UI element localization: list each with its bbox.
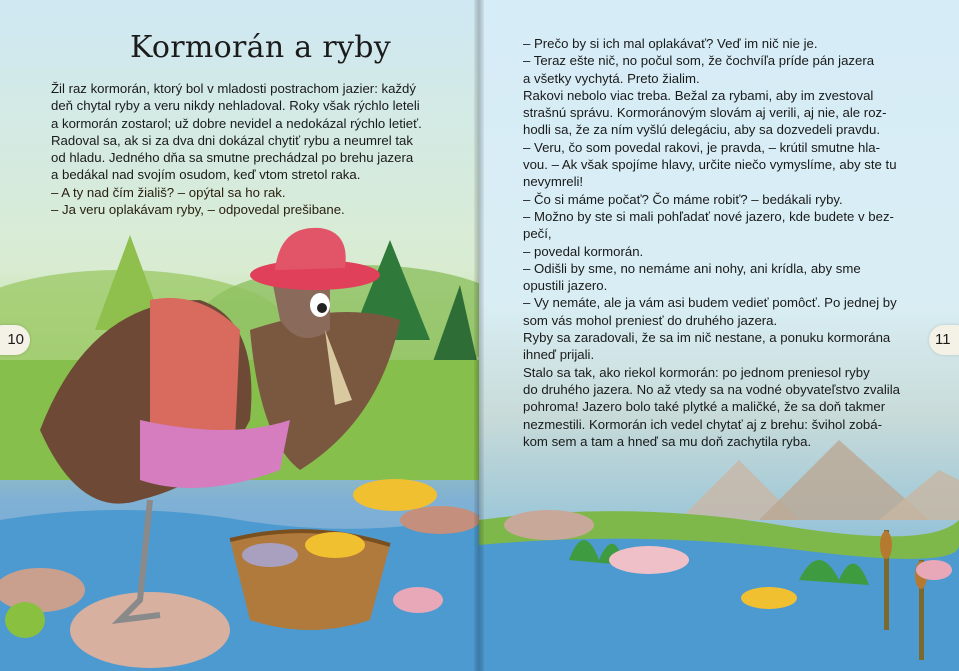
text-line: – povedal kormorán. <box>523 243 644 259</box>
fish-icon <box>609 546 689 574</box>
right-page <box>479 0 959 671</box>
text-line: nevymreli! <box>523 174 584 190</box>
text-line: opustili jazero. <box>523 278 608 294</box>
text-line: od hladu. Jedného dňa sa smutne prechádzal po brehu jazera <box>51 150 414 166</box>
text-line: kom sem a tam a hneď sa mu doň zachytila ryba. <box>523 433 812 449</box>
text-line: Stalo sa tak, ako riekol kormorán: po jednom preniesol ryby <box>523 364 870 380</box>
text-line: deň chytal ryby a veru nikdy nehladoval. Roky však rýchlo leteli <box>51 98 420 114</box>
text-line: – Možno by ste si mali pohľadať nové jazero, kde budete v bez- <box>523 208 894 224</box>
right-story-text <box>523 35 943 450</box>
fish-icon <box>305 532 365 558</box>
fish-icon <box>353 479 437 511</box>
text-line: – Teraz ešte nič, no počul som, že čochvíľa príde pán jazera <box>523 53 875 69</box>
page-number-left: 10 <box>0 325 30 355</box>
text-line: a všetky vychytá. Preto žialim. <box>523 70 700 86</box>
text-line: ihneď prijali. <box>523 347 595 363</box>
text-line: – Odišli by sme, no nemáme ani nohy, ani krídla, aby sme <box>523 260 861 276</box>
text-line: a kormorán zostarol; už dobre nevidel a nedokázal rýchlo letieť. <box>51 115 422 131</box>
text-line: pohroma! Jazero bolo také plytké a maličké, že sa doň takmer <box>523 399 886 415</box>
left-story-text <box>51 80 451 218</box>
text-line: pečí, <box>523 226 552 242</box>
fish-icon <box>916 560 952 580</box>
text-line: a bedákal nad svojím osudom, keď vtom stretol raka. <box>51 167 361 183</box>
fish-icon <box>741 587 797 609</box>
text-line: – A ty nad čím žiališ? – opýtal sa ho rak. <box>51 184 286 200</box>
text-line: – Ja veru oplakávam ryby, – odpovedal prešibane. <box>51 202 345 218</box>
fish-icon <box>242 543 298 567</box>
frog-icon <box>5 602 45 638</box>
text-line: som vás mohol preniesť do druhého jazera. <box>523 312 778 328</box>
text-line: – Čo si máme počať? Čo máme robiť? – bedákali ryby. <box>523 191 843 207</box>
text-line: nezmestili. Kormorán ich vedel chytať aj z brehu: švihol zobá- <box>523 416 882 432</box>
basket-icon <box>230 531 390 630</box>
page-title: Kormorán a ryby <box>130 30 391 65</box>
text-line: – Veru, čo som povedal rakovi, je pravda, – krútil smutne hla- <box>523 139 880 155</box>
left-page <box>0 0 479 671</box>
text-line: – Prečo by si ich mal oplakávať? Veď im nič nie je. <box>523 36 818 51</box>
text-line: – Vy nemáte, ale ja vám asi budem vedieť pomôcť. Po jednej by <box>523 295 897 311</box>
text-line: do druhého jazera. No až vtedy sa na vodné obyvateľstvo zvalila <box>523 381 900 397</box>
text-line: Radoval sa, ak si za dva dni dokázal chytiť rybu a neumrel tak <box>51 132 413 148</box>
fish-icon <box>393 587 443 613</box>
page-number-right: 11 <box>929 325 959 355</box>
text-line: Žil raz kormorán, ktorý bol v mladosti postrachom jazier: každý <box>51 81 416 96</box>
text-line: Ryby sa zaradovali, že sa im nič nestane, a ponuku kormorána <box>523 330 891 346</box>
text-line: vou. – Ak však spojíme hlavy, určite niečo vymyslíme, aby ste tu <box>523 157 897 173</box>
book-gutter <box>474 0 484 671</box>
text-line: Rakovi nebolo viac treba. Bežal za rybami, aby im zvestoval <box>523 87 874 103</box>
text-line: strašnú správu. Kormoránovým slovám aj verili, aj nie, ale roz- <box>523 105 887 121</box>
text-line: hodli sa, že za ním vyšlú delegáciu, aby sa dozvedeli pravdu. <box>523 122 880 138</box>
